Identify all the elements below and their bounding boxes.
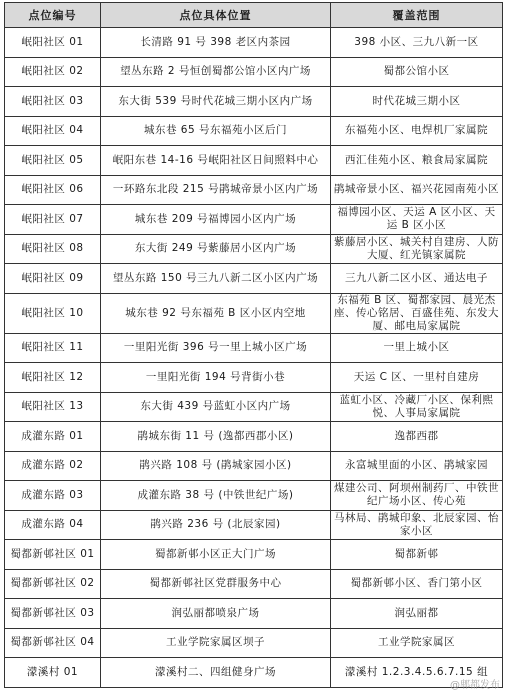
cell-point-id: 岷阳社区 06 <box>5 175 101 205</box>
table-row <box>5 481 503 511</box>
cell-coverage: 一里上城小区 <box>331 333 503 363</box>
cell-coverage: 逸都西郡 <box>331 422 503 452</box>
header-point-id: 点位编号 <box>5 3 101 28</box>
cell-coverage: 工业学院家属区 <box>331 628 503 658</box>
cell-coverage: 马林局、鹃城印象、北辰家园、怡家小区 <box>331 510 503 540</box>
cell-coverage: 天运 C 区、一里村自建房 <box>331 363 503 393</box>
cell-coverage: 蜀都公馆小区 <box>331 57 503 87</box>
cell-coverage: 煤建公司、阿坝州制药厂、中铁世纪广场小区、传心苑 <box>331 481 503 511</box>
cell-point-id: 成灌东路 03 <box>5 481 101 511</box>
header-row <box>5 3 503 28</box>
cell-location: 濛溪村二、四组健身广场 <box>101 658 331 688</box>
cell-location: 鹃兴路 236 号 (北辰家园) <box>101 510 331 540</box>
cell-location: 工业学院家属区坝子 <box>101 628 331 658</box>
cell-location: 蜀都新邨社区党群服务中心 <box>101 569 331 599</box>
table-row <box>5 205 503 235</box>
table-row <box>5 87 503 117</box>
watermark: @郫都发布 <box>450 680 500 691</box>
table-row <box>5 116 503 146</box>
cell-point-id: 濛溪村 01 <box>5 658 101 688</box>
table-row <box>5 540 503 570</box>
cell-coverage: 蜀都新邨小区、香门第小区 <box>331 569 503 599</box>
cell-point-id: 蜀都新邨社区 04 <box>5 628 101 658</box>
cell-location: 成灌东路 38 号 (中铁世纪广场) <box>101 481 331 511</box>
cell-location: 城东巷 209 号福博园小区内广场 <box>101 205 331 235</box>
cell-location: 岷阳东巷 14-16 号岷阳社区日间照料中心 <box>101 146 331 176</box>
cell-coverage: 福博园小区、天运 A 区小区、天运 B 区小区 <box>331 205 503 235</box>
cell-coverage: 润弘丽都 <box>331 599 503 629</box>
cell-coverage: 蓝虹小区、冷藏厂小区、保利熙悦、人事局家属院 <box>331 392 503 422</box>
cell-point-id: 蜀都新邨社区 03 <box>5 599 101 629</box>
cell-point-id: 岷阳社区 08 <box>5 234 101 264</box>
table-row <box>5 599 503 629</box>
cell-location: 蜀都新邨小区正大门广场 <box>101 540 331 570</box>
cell-point-id: 岷阳社区 12 <box>5 363 101 393</box>
cell-location: 鹃兴路 108 号 (鹃城家园小区) <box>101 451 331 481</box>
cell-point-id: 岷阳社区 05 <box>5 146 101 176</box>
table-row <box>5 28 503 58</box>
cell-location: 一里阳光街 194 号背街小巷 <box>101 363 331 393</box>
table-row <box>5 451 503 481</box>
table-row <box>5 175 503 205</box>
table-row <box>5 392 503 422</box>
table-body <box>5 28 503 688</box>
table-row <box>5 510 503 540</box>
cell-location: 城东巷 65 号东福苑小区后门 <box>101 116 331 146</box>
cell-point-id: 成灌东路 02 <box>5 451 101 481</box>
cell-coverage: 鹃城帝景小区、福兴花园南苑小区 <box>331 175 503 205</box>
table-row <box>5 293 503 333</box>
header-location: 点位具体位置 <box>101 3 331 28</box>
table-header <box>5 3 503 28</box>
cell-location: 一里阳光街 396 号一里上城小区广场 <box>101 333 331 363</box>
cell-coverage: 西汇佳苑小区、粮食局家属院 <box>331 146 503 176</box>
table-row <box>5 333 503 363</box>
cell-location: 一环路东北段 215 号鹃城帝景小区内广场 <box>101 175 331 205</box>
cell-coverage: 蜀都新邨 <box>331 540 503 570</box>
cell-location: 鹃城东街 11 号 (逸都西郡小区) <box>101 422 331 452</box>
table-row <box>5 569 503 599</box>
cell-coverage: 永富城里面的小区、鹃城家园 <box>331 451 503 481</box>
cell-location: 东大街 249 号紫藤居小区内广场 <box>101 234 331 264</box>
cell-coverage: 三九八新二区小区、通达电子 <box>331 264 503 294</box>
cell-point-id: 岷阳社区 10 <box>5 293 101 333</box>
cell-point-id: 岷阳社区 11 <box>5 333 101 363</box>
cell-point-id: 成灌东路 01 <box>5 422 101 452</box>
cell-point-id: 岷阳社区 01 <box>5 28 101 58</box>
cell-coverage: 东福苑小区、电焊机厂家属院 <box>331 116 503 146</box>
cell-point-id: 成灌东路 04 <box>5 510 101 540</box>
cell-coverage: 东福苑 B 区、蜀都家园、晨光杰座、传心铭居、百盛佳苑、东发大厦、邮电局家属院 <box>331 293 503 333</box>
cell-location: 望丛东路 2 号恒创蜀都公馆小区内广场 <box>101 57 331 87</box>
table-row <box>5 658 503 688</box>
table-row <box>5 264 503 294</box>
cell-point-id: 岷阳社区 09 <box>5 264 101 294</box>
cell-point-id: 岷阳社区 07 <box>5 205 101 235</box>
table-row <box>5 146 503 176</box>
cell-point-id: 岷阳社区 13 <box>5 392 101 422</box>
cell-coverage: 时代花城三期小区 <box>331 87 503 117</box>
table-row <box>5 363 503 393</box>
points-table <box>4 2 503 688</box>
cell-location: 东大街 439 号蓝虹小区内广场 <box>101 392 331 422</box>
table-row <box>5 57 503 87</box>
table-row <box>5 234 503 264</box>
cell-point-id: 岷阳社区 03 <box>5 87 101 117</box>
cell-coverage: 濛溪村 1.2.3.4.5.6.7.15 组 <box>331 658 503 688</box>
cell-coverage: 紫藤居小区、城关村自建房、人防大厦、红光镇家属院 <box>331 234 503 264</box>
table-row <box>5 422 503 452</box>
cell-location: 望丛东路 150 号三九八新二区小区内广场 <box>101 264 331 294</box>
cell-point-id: 蜀都新邨社区 02 <box>5 569 101 599</box>
cell-point-id: 蜀都新邨社区 01 <box>5 540 101 570</box>
cell-location: 东大街 539 号时代花城三期小区内广场 <box>101 87 331 117</box>
header-coverage: 覆盖范围 <box>331 3 503 28</box>
cell-point-id: 岷阳社区 04 <box>5 116 101 146</box>
table-row <box>5 628 503 658</box>
cell-point-id: 岷阳社区 02 <box>5 57 101 87</box>
cell-location: 润弘丽都喷泉广场 <box>101 599 331 629</box>
cell-coverage: 398 小区、三九八新一区 <box>331 28 503 58</box>
cell-location: 长清路 91 号 398 老区内茶园 <box>101 28 331 58</box>
cell-location: 城东巷 92 号东福苑 B 区小区内空地 <box>101 293 331 333</box>
